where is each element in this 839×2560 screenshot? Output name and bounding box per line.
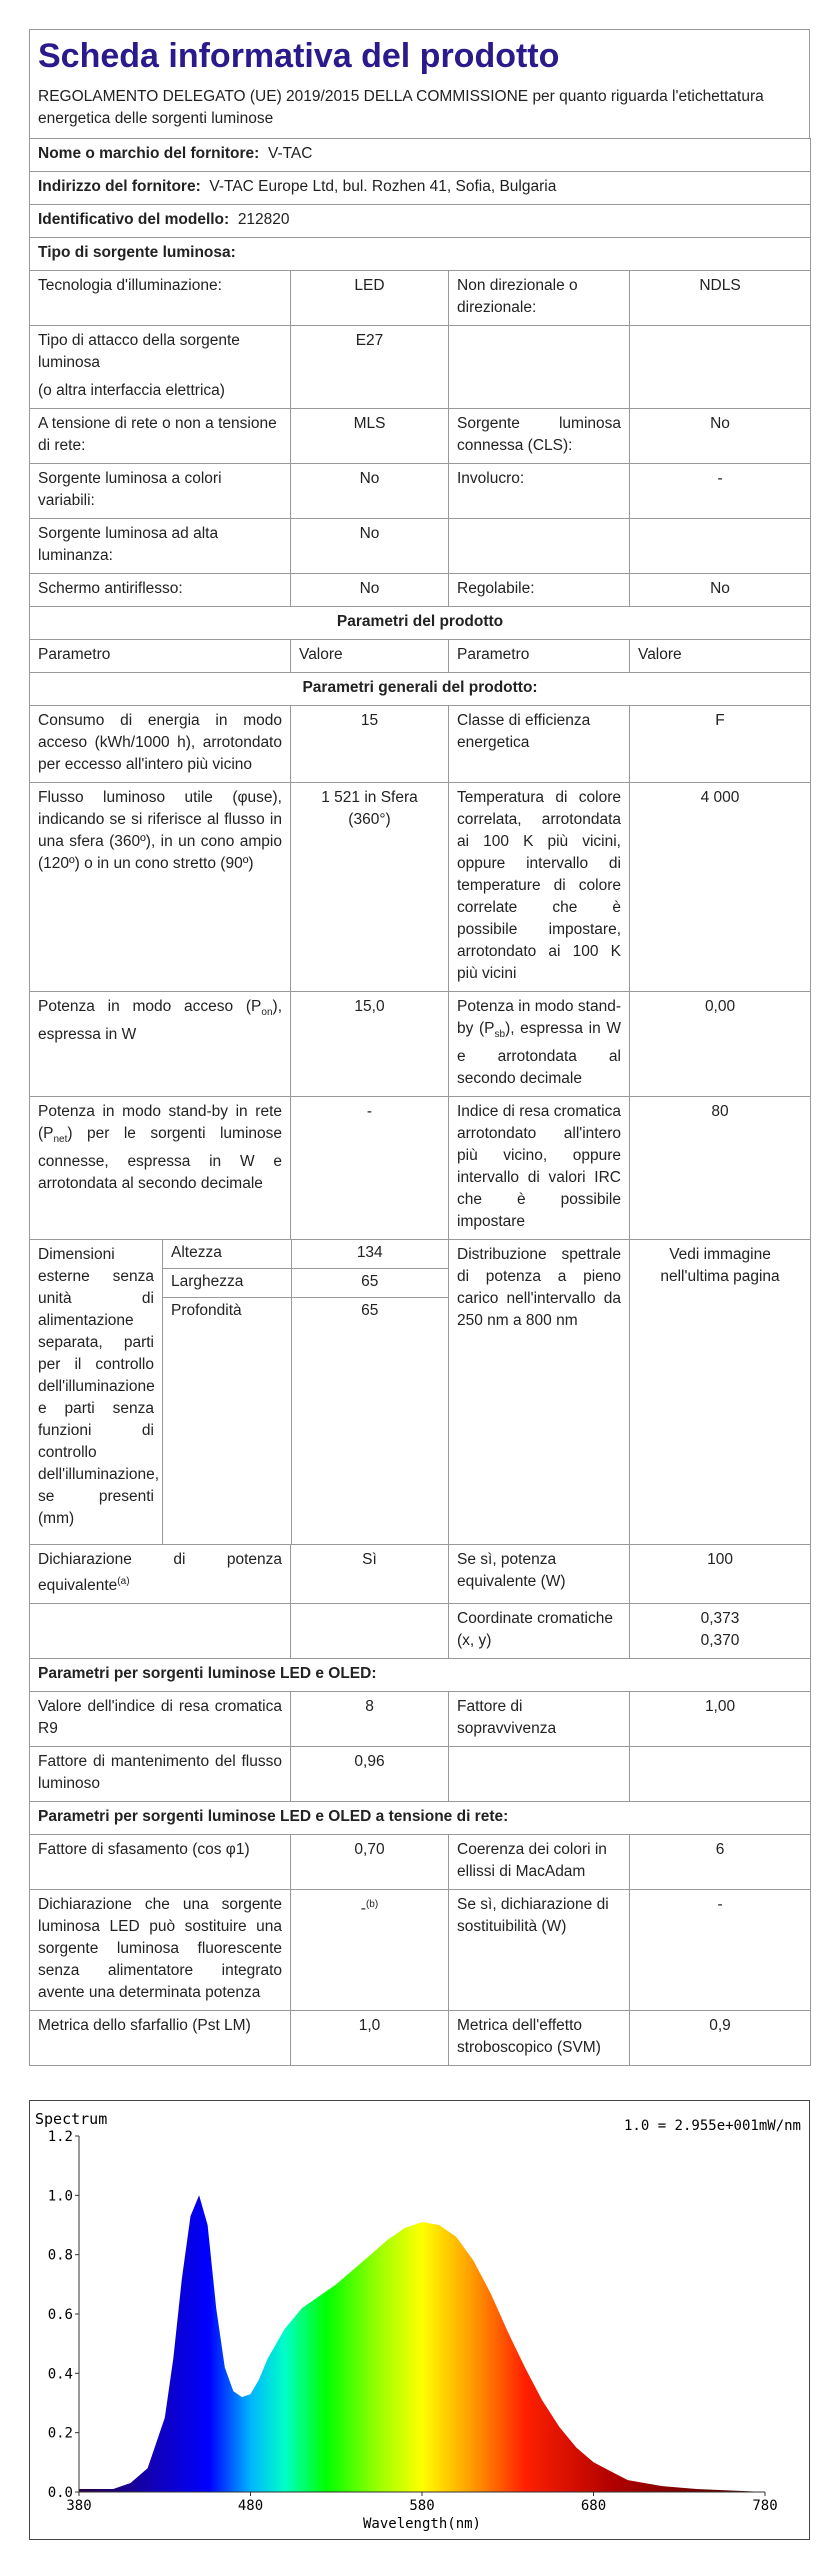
colour-row <box>30 464 811 519</box>
col-value-header: Valore <box>291 640 449 673</box>
flicker-row <box>30 2011 811 2066</box>
y-tick-label: 0.2 <box>47 2425 73 2442</box>
tech-value: LED <box>291 271 449 326</box>
spectrum-svg <box>29 2100 810 2540</box>
empty-cell <box>291 1604 449 1659</box>
high-luminance-row <box>30 519 811 574</box>
led-params-heading: Parametri per sorgenti luminose LED e OLED: <box>30 1659 811 1692</box>
supplier-name-value: V-TAC <box>267 145 313 162</box>
mains-value: MLS <box>291 409 449 464</box>
equivalent-power-row <box>30 1545 811 1604</box>
led-params-heading-row <box>30 1659 811 1692</box>
column-header-row <box>30 640 811 673</box>
stroboscopic-label: Metrica dell'effetto stroboscopico (SVM) <box>449 2011 630 2066</box>
glare-row <box>30 574 811 607</box>
energy-row <box>30 706 811 783</box>
energy-label: Consumo di energia in modo acceso (kWh/1000 h), arrotondato per eccesso all'intero più vicino <box>30 706 291 783</box>
height-value: 134 <box>291 1240 448 1269</box>
spectrum-chart <box>29 2100 810 2540</box>
supplier-address-label: Indirizzo del fornitore: <box>38 178 201 195</box>
network-standby-row <box>30 1097 811 1240</box>
network-standby-label: Potenza in modo stand-by in rete $(P_{net})$ per le sorgenti luminose connesse, espressa in W e arrotondata al secondo decimale <box>30 1097 291 1240</box>
empty-cell <box>449 519 630 574</box>
supplier-address-row <box>30 172 811 205</box>
cap-value: E27 <box>291 326 449 409</box>
replacement-value: -$^{(b)}$ <box>291 1890 449 2011</box>
efficiency-class-value: F <box>630 706 811 783</box>
empty-cell <box>449 1747 630 1802</box>
high-luminance-label: Sorgente luminosa ad alta luminanza: <box>30 519 291 574</box>
envelope-value: - <box>630 464 811 519</box>
cct-label: Temperatura di colore correlata, arrotondata ai 100 K più vicini, oppure intervallo di temperature di colore correlate che è possibile impostare, arrotondato ai 100 K più vicini <box>449 783 630 992</box>
cls-label: Sorgente luminosa connessa (CLS): <box>449 409 630 464</box>
chart-annotation: 1.0 = 2.955e+001mW/nm <box>623 2118 801 2134</box>
info-table <box>29 138 811 2066</box>
title-block <box>29 29 810 138</box>
flux-value: 1 521 in Sfera (360°) <box>291 783 449 992</box>
col-param-header: Parametro <box>449 640 630 673</box>
power-on-label: Potenza in modo acceso $(P_{on})$, espressa in W <box>30 992 291 1097</box>
cct-value: 4 000 <box>630 783 811 992</box>
power-factor-label: Fattore di sfasamento (cos φ1) <box>30 1835 291 1890</box>
power-on-row <box>30 992 811 1097</box>
source-type-row <box>30 238 811 271</box>
empty-cell <box>30 1604 291 1659</box>
supplier-address-value: V-TAC Europe Ltd, bul. Rozhen 41, Sofia, Bulgaria <box>209 178 557 195</box>
mains-row <box>30 409 811 464</box>
width-label: Larghezza <box>163 1269 291 1298</box>
x-tick-label: 380 <box>66 2498 92 2514</box>
depth-value: 65 <box>361 1302 379 1320</box>
x-axis-label: Wavelength(nm) <box>362 2516 482 2532</box>
replacement-label: Dichiarazione che una sorgente luminosa LED può sostituire una sorgente luminosa fluorescente senza alimentatore integrato avente una determinata potenza <box>30 1890 291 2011</box>
x-tick-label: 580 <box>409 2498 435 2514</box>
power-factor-value: 0,70 <box>291 1835 449 1890</box>
y-tick-label: 0.4 <box>47 2366 73 2383</box>
y-tick-label: 1.0 <box>47 2188 73 2205</box>
width-value: 65 <box>291 1269 448 1298</box>
tech-row <box>30 271 811 326</box>
network-standby-value: - <box>291 1097 449 1240</box>
product-params-heading: Parametri del prodotto <box>30 607 811 640</box>
glare-value: No <box>291 574 449 607</box>
product-params-heading-row <box>30 607 811 640</box>
depth-label: Profondità <box>163 1298 291 1545</box>
regulation-subtitle: REGOLAMENTO DELEGATO (UE) 2019/2015 DELLA COMMISSIONE per quanto riguarda l'etichettatura energetica delle sorgenti luminose <box>38 88 764 127</box>
equivalent-watt-label: Se sì, potenza equivalente (W) <box>449 1545 630 1604</box>
flicker-value: 1,0 <box>291 2011 449 2066</box>
colour-value: No <box>291 464 449 519</box>
mains-label: A tensione di rete o non a tensione di rete: <box>30 409 291 464</box>
mains-params-heading: Parametri per sorgenti luminose LED e OLED a tensione di rete: <box>30 1802 811 1835</box>
cri-label: Indice di resa cromatica arrotondato all'intero più vicino, oppure intervallo di valori IRC che è possibile impostare <box>449 1097 630 1240</box>
colour-label: Sorgente luminosa a colori variabili: <box>30 464 291 519</box>
empty-cell <box>449 326 630 409</box>
dimmable-label: Regolabile: <box>449 574 630 607</box>
equivalent-watt-value: 100 <box>630 1545 811 1604</box>
supplier-name-row <box>30 139 811 172</box>
envelope-label: Involucro: <box>449 464 630 519</box>
standby-power-label: Potenza in modo stand-by $(P_{sb})$, espressa in W e arrotondata al secondo decimale <box>449 992 630 1097</box>
efficiency-class-label: Classe di efficienza energetica <box>449 706 630 783</box>
chromaticity-label: Coordinate cromatiche (x, y) <box>449 1604 630 1659</box>
stroboscopic-value: 0,9 <box>630 2011 811 2066</box>
mains-params-heading-row <box>30 1802 811 1835</box>
glare-label: Schermo antiriflesso: <box>30 574 291 607</box>
equivalent-power-label: Dichiarazione di potenza equivalente$^{(a)}$ <box>30 1545 291 1604</box>
directional-value: NDLS <box>630 271 811 326</box>
replacement-row <box>30 1890 811 2011</box>
flux-row <box>30 783 811 992</box>
maintenance-value: 0,96 <box>291 1747 449 1802</box>
flux-label: Flusso luminoso utile (φuse), indicando se si riferisce al flusso in una sfera (360º), in un cono ampio (120º) o in un cono stretto (90º) <box>30 783 291 992</box>
power-on-value: 15,0 <box>291 992 449 1097</box>
y-tick-label: 0.0 <box>47 2485 73 2501</box>
general-params-heading: Parametri generali del prodotto: <box>30 673 811 706</box>
macadam-label: Coerenza dei colori in ellissi di MacAdam <box>449 1835 630 1890</box>
dimensions-row <box>30 1240 811 1545</box>
r9-label: Valore dell'indice di resa cromatica R9 <box>30 1692 291 1747</box>
dimensions-label: Dimensioni esterne senza unità di alimentazione separata, parti per il controllo dell'illuminazione e parti senza funzioni di controllo dell'illuminazione, se presenti (mm) <box>30 1240 163 1545</box>
spd-label: Distribuzione spettrale di potenza a pieno carico nell'intervallo da 250 nm a 800 nm <box>449 1240 630 1545</box>
standby-power-value: 0,00 <box>630 992 811 1097</box>
col-param-header: Parametro <box>30 640 291 673</box>
cri-value: 80 <box>630 1097 811 1240</box>
tech-label: Tecnologia d'illuminazione: <box>30 271 291 326</box>
model-label: Identificativo del modello: <box>38 211 230 228</box>
r9-value: 8 <box>291 1692 449 1747</box>
model-value: 212820 <box>237 211 290 228</box>
dimensions-subtable <box>163 1240 448 1544</box>
empty-cell <box>630 519 811 574</box>
directional-label: Non direzionale o direzionale: <box>449 271 630 326</box>
r9-row <box>30 1692 811 1747</box>
dimmable-value: No <box>630 574 811 607</box>
maintenance-row <box>30 1747 811 1802</box>
flicker-label: Metrica dello sfarfallio (Pst LM) <box>30 2011 291 2066</box>
source-type-heading: Tipo di sorgente luminosa: <box>30 238 811 271</box>
energy-value: 15 <box>291 706 449 783</box>
power-factor-row <box>30 1835 811 1890</box>
empty-cell <box>630 326 811 409</box>
y-tick-label: 0.8 <box>47 2247 73 2264</box>
chromaticity-row <box>30 1604 811 1659</box>
x-tick-label: 680 <box>580 2498 607 2514</box>
cap-note: (o altra interfaccia elettrica) <box>38 382 225 399</box>
supplier-name-label: Nome o marchio del fornitore: <box>38 145 260 162</box>
equivalent-power-value: Sì <box>291 1545 449 1604</box>
maintenance-label: Fattore di mantenimento del flusso luminoso <box>30 1747 291 1802</box>
cap-label: Tipo di attacco della sorgente luminosa <box>38 332 240 371</box>
general-params-heading-row <box>30 673 811 706</box>
cls-value: No <box>630 409 811 464</box>
product-info-sheet <box>29 29 810 2066</box>
replacement-watt-label: Se sì, dichiarazione di sostituibilità (W) <box>449 1890 630 2011</box>
chart-title: Spectrum <box>35 2110 108 2128</box>
model-row <box>30 205 811 238</box>
x-tick-label: 480 <box>237 2498 264 2514</box>
chromaticity-value: 0,373 0,370 <box>630 1604 811 1659</box>
survival-label: Fattore di sopravvivenza <box>449 1692 630 1747</box>
cap-row <box>30 326 811 409</box>
col-value-header: Valore <box>630 640 811 673</box>
spd-value: Vedi immagine nell'ultima pagina <box>630 1240 811 1545</box>
y-tick-label: 0.6 <box>47 2307 73 2323</box>
page-title: Scheda informativa del prodotto <box>38 37 560 75</box>
empty-cell <box>630 1747 811 1802</box>
high-luminance-value: No <box>291 519 449 574</box>
replacement-watt-value: - <box>630 1890 811 2011</box>
survival-value: 1,00 <box>630 1692 811 1747</box>
x-tick-label: 780 <box>752 2498 778 2514</box>
macadam-value: 6 <box>630 1835 811 1890</box>
y-tick-label: 1.2 <box>47 2129 73 2145</box>
height-label: Altezza <box>163 1240 291 1269</box>
dimensions-values <box>163 1240 449 1545</box>
